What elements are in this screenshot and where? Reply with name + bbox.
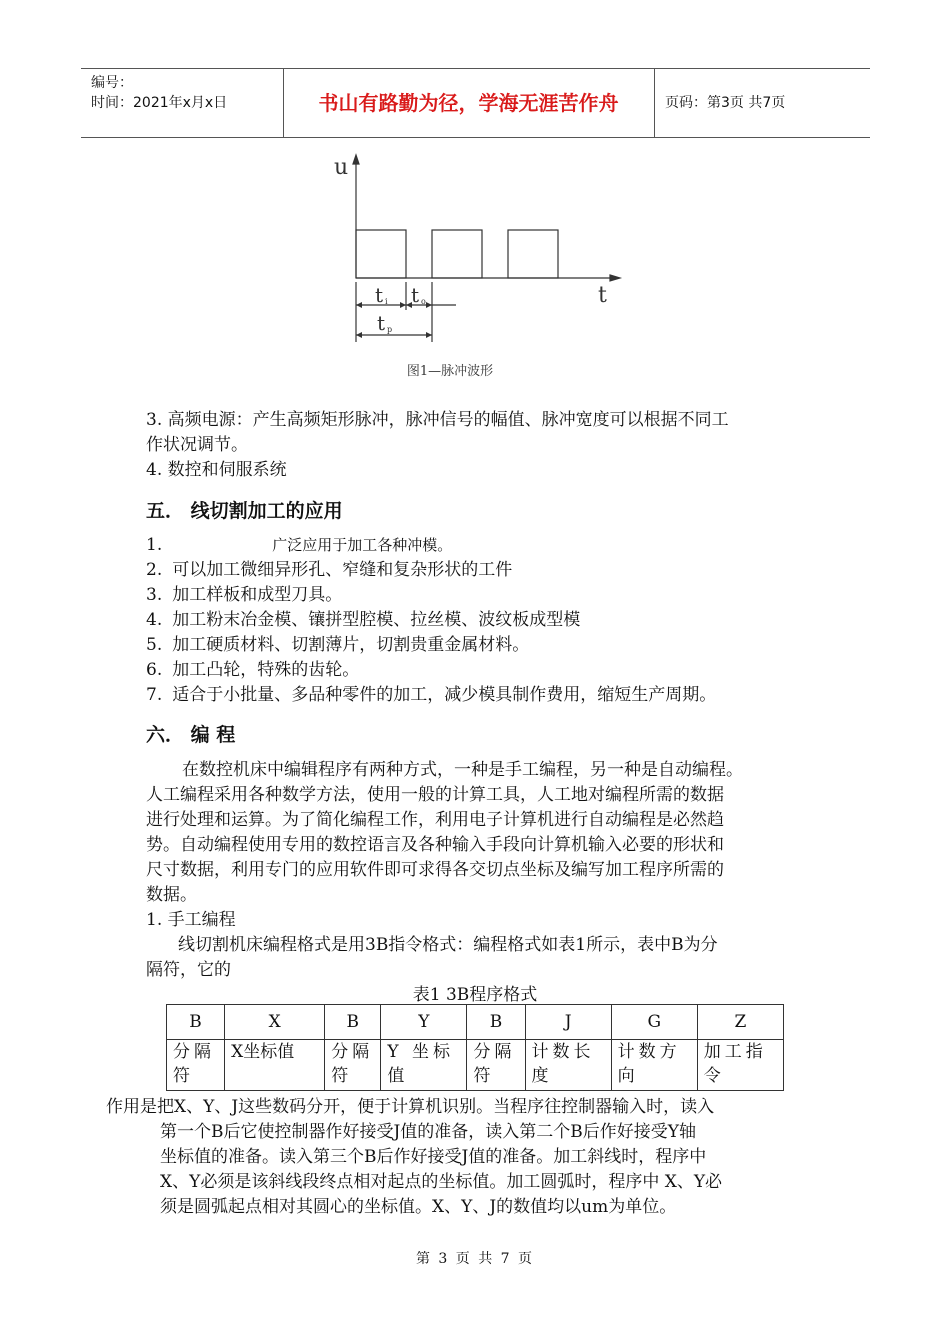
list-item: 5. 加工硬质材料、切割薄片，切割贵重金属材料。 [146,635,530,655]
table-cell: G [611,1005,697,1040]
to-label: t [411,283,420,307]
pulse-1 [356,230,406,278]
para-line: 进行处理和运算。为了简化编程工作，利用电子计算机进行自动编程是必然趋 [146,810,724,830]
list-item: 1. 广泛应用于加工各种冲模。 [146,535,453,555]
table-cell: 分隔符 [167,1040,225,1091]
subsection-title: 1. 手工编程 [146,910,236,930]
code-label: 编号： [91,75,133,91]
para-line: 隔符，它的 [146,960,231,980]
list-item: 4. 加工粉末冶金模、镶拼型腔模、拉丝模、波纹板成型模 [146,610,581,630]
para-line: 线切割机床编程格式是用3B指令格式：编程格式如表1所示，表中B为分 [178,935,718,955]
section-5-title: 五． 线切割加工的应用 [146,500,343,522]
pulse-3 [508,230,558,278]
ti-sub: i [385,297,388,306]
table-row [167,1005,784,1040]
pulse-waveform-figure [320,150,640,350]
to-sub: o [421,297,426,306]
page-header [81,68,870,138]
para-line: 势。自动编程使用专用的数控语言及各种输入手段向计算机输入必要的形状和 [146,835,724,855]
ti-label: t [375,283,384,307]
list-line: 4. 数控和伺服系统 [146,460,287,480]
tp-sub: p [387,325,393,334]
para-line: 须是圆弧起点相对其圆心的坐标值。X、Y、J的数值均以um为单位。 [160,1197,677,1217]
list-item: 3. 加工样板和成型刀具。 [146,585,343,605]
3b-format-table [166,1004,784,1091]
table-cell: 计数长度 [525,1040,611,1091]
para-line: 作用是把X、Y、J这些数码分开，便于计算机识别。当程序往控制器输入时，读入 [106,1097,715,1117]
table-cell: Y 坐标值 [381,1040,467,1091]
list-item: 2. 可以加工微细异形孔、窄缝和复杂形状的工件 [146,560,513,580]
para-line: X、Y必须是该斜线段终点相对起点的坐标值。加工圆弧时，程序中 X、Y必 [160,1172,723,1192]
y-axis-arrow [353,155,359,164]
pulse-2 [432,230,482,278]
table-cell: B [167,1005,225,1040]
list-line: 3. 高频电源：产生高频矩形脉冲，脉冲信号的幅值、脉冲宽度可以根据不同工 [146,410,729,430]
table-cell: 分隔符 [467,1040,525,1091]
para-line: 在数控机床中编辑程序有两种方式，一种是手工编程，另一种是自动编程。 [182,760,743,780]
para-line: 尺寸数据，利用专门的应用软件即可求得各交切点坐标及编写加工程序所需的 [146,860,724,880]
table-cell: 分隔符 [325,1040,381,1091]
y-axis-label: u [334,155,349,180]
table-caption: 表1 3B程序格式 [412,985,538,1005]
list-line: 作状况调节。 [146,435,248,455]
table-cell: B [325,1005,381,1040]
para-line: 坐标值的准备。读入第三个B后作好接受J值的准备。加工斜线时，程序中 [160,1147,707,1167]
list-item: 6. 加工凸轮，特殊的齿轮。 [146,660,360,680]
section-6-title: 六． 编 程 [146,724,236,746]
figure-caption: 图1—脉冲波形 [406,364,494,379]
date-label: 时间：2021年x月x日 [91,95,228,111]
header-motto: 书山有路勤为径，学海无涯苦作舟 [283,69,655,137]
header-meta [81,69,284,137]
table-cell: Z [697,1005,783,1040]
table-cell: X [225,1005,325,1040]
page-footer: 第 3 页 共 7 页 [415,1251,535,1267]
table-cell: 计数方向 [611,1040,697,1091]
table-cell: B [467,1005,525,1040]
list-item: 7. 适合于小批量、多品种零件的加工，减少模具制作费用，缩短生产周期。 [146,685,717,705]
table-cell: J [525,1005,611,1040]
para-line: 数据。 [146,885,197,905]
header-page-info: 页码：第3页 共7页 [665,95,786,111]
x-axis-label: t [598,283,607,308]
table-row [167,1040,784,1091]
para-line: 人工编程采用各种数学方法，使用一般的计算工具，人工地对编程所需的数据 [146,785,724,805]
tp-label: t [377,311,386,335]
table-cell: X坐标值 [225,1040,325,1091]
x-axis-arrow [610,275,620,281]
table-cell: Y [381,1005,467,1040]
table-cell: 加工指令 [697,1040,783,1091]
para-line: 第一个B后它使控制器作好接受J值的准备，读入第二个B后作好接受Y轴 [160,1122,697,1142]
